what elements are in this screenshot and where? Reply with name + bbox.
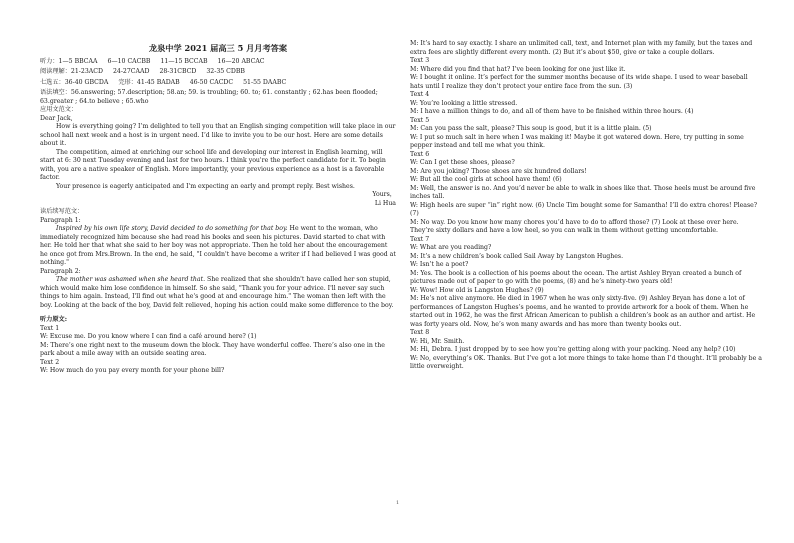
transcript-line: M: Well, the answer is no. And you’d never be able to walk in shoes like that. Those heels must be around five inches tall.: [410, 184, 756, 200]
transcript-line: M: Are you joking? Those shoes are six hundred dollars!: [410, 167, 587, 175]
letter-paragraph: How is everything going? I’m delighted to tell you that an English singing competition will take place in our school hall next week and a host is in urgent need. I’d like to invite you to be our host. Here are some details about it.: [40, 123, 396, 147]
answer-group: 阅读理解：21-23ACD: [40, 68, 103, 75]
right-column: [410, 40, 762, 372]
answer-group: 16—20 ABCAC: [217, 57, 265, 65]
transcript-line: M: Can you pass the salt, please? This soup is good, but it is a little plain. (5): [410, 125, 652, 132]
transcript-line: W: I put so much salt in here when I was making it! Maybe it got watered down. Here, try putting in some pepper instead and tell me what you think.: [410, 133, 744, 149]
transcript-line: W: You’re looking a little stressed.: [410, 99, 518, 107]
continuation-paragraph-2: [40, 276, 396, 310]
letter-salutation: Dear Jack,: [40, 114, 73, 122]
transcript-line: W: No, everything’s OK. Thanks. But I’ve got a lot more things to take home than I’d thought. It’ll probably be a little overweight.: [410, 354, 762, 370]
transcript-line: M: Where did you find that hat? I’ve been looking for one just like it.: [410, 65, 626, 73]
paragraph-body: She realized that she shouldn't have called her son stupid, which would make him lose confidence in himself. So she said, "Thank you for your advice. I'll never say such things to him again. Instead, I'll find out what he's good at and encourage him." The woman then left with the boy. Looking at the back of the boy, David felt relieved, hoping his action could make some difference to the boy.: [40, 276, 394, 309]
transcript-line: M: There’s one right next to the museum down the block. They have wonderful coffee. There’s also one in the park about a mile away with an outside seating area.: [40, 341, 385, 357]
letter-paragraph: Your presence is eagerly anticipated and I'm expecting an early and prompt reply. Best wishes.: [56, 182, 355, 190]
letter-closing: Yours，: [372, 191, 396, 198]
left-column: [40, 40, 396, 376]
continuation-paragraph-1: [40, 225, 396, 268]
paragraph1-label: Paragraph 1:: [40, 216, 81, 224]
transcript-line: Text 7: [410, 235, 430, 243]
transcript-line: W: Wow! How old is Langston Hughes? (9): [410, 286, 544, 294]
transcript-line: W: What are you reading?: [410, 244, 492, 251]
transcript-line: M: Yes. The book is a collection of his poems about the ocean. The artist Ashley Bryan created a bunch of pictures made out of paper to go with the poems, (8) and he’s ninety-two years old!: [410, 269, 742, 285]
transcript-line: W: Isn’t he a poet?: [410, 261, 469, 268]
writing-label: 应用文范文：: [40, 106, 78, 113]
answer-group: 6—10 CACBB: [107, 57, 151, 65]
listening-answers: [40, 58, 396, 67]
cloze-answers: [40, 79, 396, 88]
transcript-line: W: High heels are super “in” right now. (6) Uncle Tim bought some for Samantha! I’ll do extra chores! Please? (7): [410, 201, 758, 217]
answer-group: 28-31CBCD: [159, 68, 197, 75]
transcript-line: Text 6: [410, 150, 430, 158]
transcript-line: M: He’s not alive anymore. He died in 1967 when he was only sixty-five. (9) Ashley Bryan has done a lot of performances of Langston Hughes’s poems, and he wanted to provide artwork for a book of them. When he started out in 1962, he was the first African American to publish a children’s book as an author and artist. He was forty years old. Now, he’s won many awards and has more than twenty books out.: [410, 295, 756, 328]
paragraph2-label: Paragraph 2:: [40, 267, 81, 275]
transcript-line: M: It’s a new children’s book called Sail Away by Langston Hughes.: [410, 252, 624, 260]
continuation-label: 读后续写范文：: [40, 208, 84, 215]
transcript-line: Text 1: [40, 324, 60, 332]
answer-group: 46-50 CACDC: [189, 78, 234, 86]
transcript-line: M: I have a million things to do, and all of them have to be finished within three hours. (4): [410, 108, 694, 115]
letter-signature: Li Hua: [374, 199, 396, 207]
page-number: 1: [396, 500, 400, 506]
letter-paragraph: The competition, aimed at enriching our school life and developing our interest in English learning, will start at 6: 30 next Tuesday evening and last for two hours. I think you're the perfect candidate for it. To begin with, you are a native speaker of English. More importantly, your previous experience as a host is a favorable factor.: [40, 148, 386, 181]
transcript-line: Text 3: [410, 57, 430, 64]
answer-group: 11—15 BCCAB: [160, 57, 208, 65]
answer-group: 七选五：36-40 GBCDA: [40, 78, 109, 86]
transcript-line: W: I bought it online. It’s perfect for the summer months because of its wide shape. I used to wear baseball hats until I realize they don’t protect your entire face from the sun. (3): [410, 74, 748, 90]
answer-group: 51-55 DAABC: [243, 78, 287, 86]
transcript-line: W: Hi, Mr. Smith.: [410, 337, 465, 345]
transcript-label: 听力原文:: [40, 316, 68, 323]
answer-group: 完形：41-45 BADAB: [118, 78, 180, 86]
paragraph-opening-sentence: Inspired by his own life story, David decided to do something for that boy.: [56, 225, 288, 232]
transcript-line: Text 5: [410, 116, 430, 124]
transcript-line: Text 4: [410, 91, 430, 98]
paragraph-body: He went to the woman, who immediately recognized him because she had read his books and seen his pictures. David started to chat with her. He told her that what she said to her boy was not appropriate. Then he told her about the encouragement he once got from Mrs.Brown. In the end, he said, "I couldn't have become a writer if I had believed I was good at nothing.": [40, 225, 396, 266]
answer-group: 24-27CAAD: [112, 68, 150, 75]
transcript-line: M: No way. Do you know how many chores you’d have to do to afford those? (7) Look at these over here. They’re sixty dollars and have a low heel, so you can walk in them without getting uncomfortable.: [410, 218, 739, 234]
reading-answers: [40, 68, 396, 77]
transcript-line: Text 8: [410, 329, 430, 336]
transcript-line: W: But all the cool girls at school have them! (6): [410, 176, 562, 183]
page-title: 龙泉中学 2021 届高三 5 月月考答案: [148, 43, 288, 53]
transcript-line: W: Excuse me. Do you know where I can find a café around here? (1): [40, 333, 257, 340]
transcript-line: M: Hi, Debra. I just dropped by to see how you’re getting along with your packing. Need any help? (10): [410, 346, 736, 353]
answer-group: 听力：1—5 BBCAA: [40, 57, 98, 65]
answer-group: 32-35 CDBB: [206, 68, 245, 75]
transcript-line: W: How much do you pay every month for your phone bill?: [40, 367, 225, 374]
transcript-line: Text 2: [40, 358, 60, 366]
grammar-answers: 语法填空：56.answering; 57.description; 58.an; 59. is troubling; 60. to; 61. constantly ; 62.has been flooded; 63.greater ; 64.to believe ; 65.who: [40, 89, 378, 105]
transcript-line: W: Can I get these shoes, please?: [410, 159, 515, 166]
paragraph-opening-sentence: The mother was ashamed when she heard that.: [56, 276, 206, 283]
transcript-line: M: It’s hard to say exactly. I share an unlimited call, text, and Internet plan with my family, but the taxes and extra fees are slightly different every month. (2) But it’s about $50, give or take a couple dollars.: [410, 40, 753, 56]
